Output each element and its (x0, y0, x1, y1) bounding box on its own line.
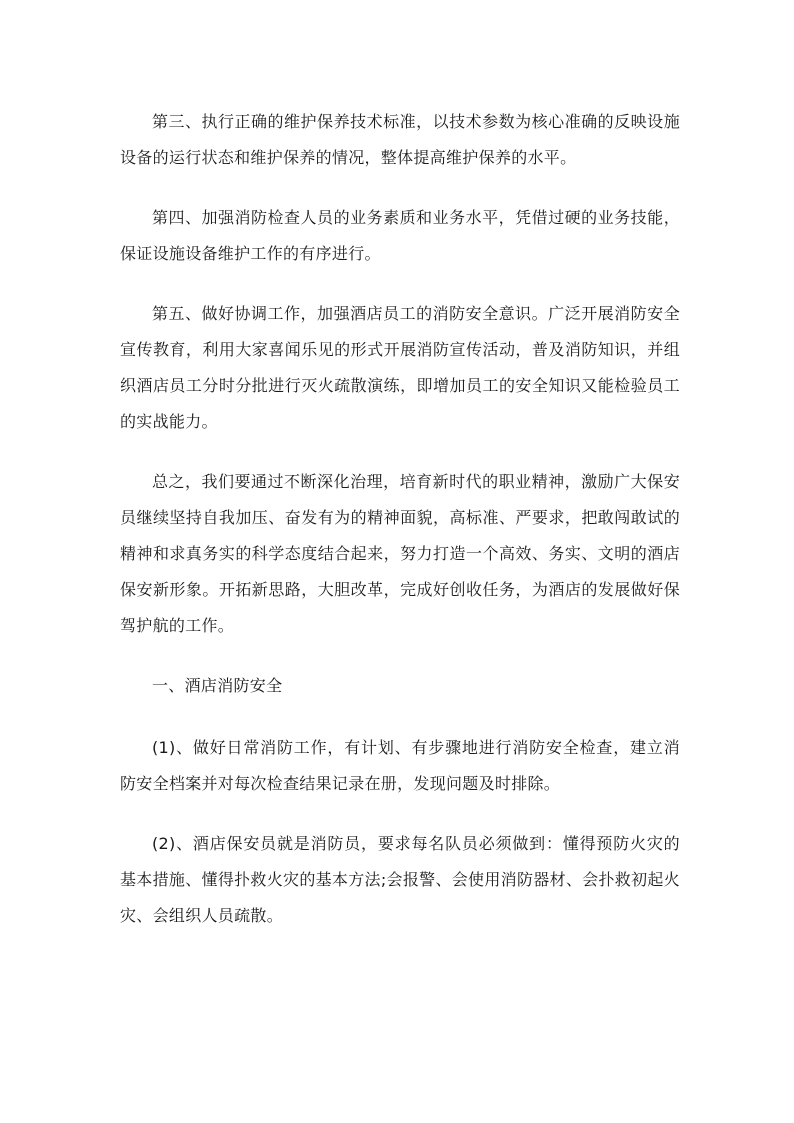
paragraph-third-point: 第三、执行正确的维护保养技术标准，以技术参数为核心准确的反映设施设备的运行状态和维护保养的情况，整体提高维护保养的水平。 (120, 112, 680, 167)
paragraph-item-1: (1)、做好日常消防工作，有计划、有步骤地进行消防安全检查，建立消防安全档案并对每次检查结果记录在册，发现问题及时排除。 (120, 738, 680, 793)
section-heading-fire-safety: 一、酒店消防安全 (152, 676, 283, 695)
paragraph-fifth-point: 第五、做好协调工作，加强酒店员工的消防安全意识。广泛开展消防安全宣传教育，利用大家喜闻乐见的形式开展消防宣传活动，普及消防知识，并组织酒店员工分时分批进行灭火疏散演练，即增加员工的安全知识又能检验员工的实战能力。 (120, 304, 680, 431)
paragraph-fourth-point: 第四、加强消防检查人员的业务素质和业务水平，凭借过硬的业务技能，保证设施设备维护工作的有序进行。 (120, 208, 680, 263)
paragraph-summary: 总之，我们要通过不断深化治理，培育新时代的职业精神，激励广大保安员继续坚持自我加压、奋发有为的精神面貌，高标准、严要求，把敢闯敢试的精神和求真务实的科学态度结合起来，努力打造一个高效、务实、文明的酒店保安新形象。开拓新思路，大胆改革，完成好创收任务，为酒店的发展做好保驾护航的工作。 (120, 472, 680, 635)
document-body (120, 104, 680, 958)
paragraph-item-2: (2)、酒店保安员就是消防员，要求每名队员必须做到：懂得预防火灾的基本措施、懂得扑救火灾的基本方法;会报警、会使用消防器材、会扑救初起火灾、会组织人员疏散。 (120, 834, 680, 925)
